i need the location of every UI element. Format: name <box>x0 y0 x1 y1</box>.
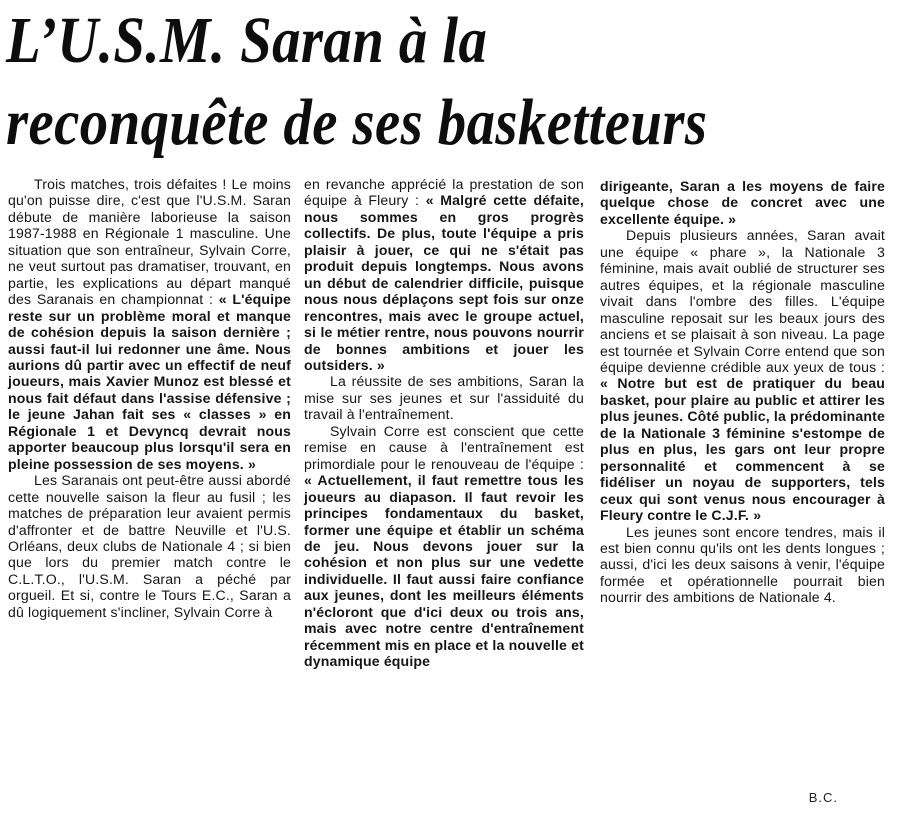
author-signature: B.C. <box>808 790 838 805</box>
quote: « Malgré cette défaite, nous sommes en gros progrès collectifs. De plus, toute l'équipe a pris plaisir à jouer, ce qui ne s'était pas produit depuis longtemps. Nous avons un début de calendrier difficile, puisque nous nous déplaçons sept fois sur onze rencontres, mais avec le groupe actuel, si le métier rentre, nous pouvons nourrir de bonnes ambitions et jouer les outsiders. » <box>304 192 584 373</box>
paragraph: Les Saranais ont peut-être aussi abordé cette nouvelle saison la fleur au fusil ; les matches de préparation leur avaient permis d'affronter et de battre Neuville et l'U.S. Orléans, deux clubs de Nationale 4 ; si bien que lors du premier match contre le C.L.T.O., l'U.S.M. Saran a péché par orgueil. Et si, contre le Tours E.C., Saran a dû logiquement s'incliner, Sylvain Corre à <box>8 472 291 620</box>
quote: « L'équipe reste sur un problème moral et manque de cohésion depuis la saison dernière ; aussi faut-il lui redonner une âme. Nous aurions dû partir avec un effectif de neuf joueurs, mais Xavier Munoz est blessé et nous fait défaut dans l'assise défensive ; le jeune Jahan fait ses « classes » en Régionale 1 et Devyncq devrait nous apporter beaucoup plus lorsqu'il sera en pleine possession de ses moyens. » <box>8 291 291 472</box>
article-column-3 <box>600 178 885 606</box>
quote: dirigeante, Saran a les moyens de faire quelque chose de concret avec une excellente équipe. » <box>600 178 885 227</box>
paragraph: La réussite de ses ambitions, Saran la mise sur ses jeunes et sur l'assiduité du travail à l'entraînement. <box>304 373 584 423</box>
quote: « Notre but est de pratiquer du beau basket, pour plaire au public et attirer les plus jeunes. Côté public, la prédominante de la Nationale 3 féminine s'estompe de plus en plus, les gars ont leur propre personnalité et commencent à se fidéliser un noyau de supporters, tels ceux qui sont venus nous encourager à Fleury contre le C.J.F. » <box>600 375 885 524</box>
headline-line-1: L’U.S.M. Saran à la <box>6 4 488 77</box>
paragraph: en revanche apprécié la prestation de son équipe à Fleury : « Malgré cette défaite, nous sommes en gros progrès collectifs. De plus, toute l'équipe a pris plaisir à jouer, ce qui ne s'était pas produit depuis longtemps. Nous avons un début de calendrier difficile, puisque nous nous déplaçons sept fois sur onze rencontres, mais avec le groupe actuel, si le métier rentre, nous pouvons nourrir de bonnes ambitions et jouer les outsiders. » <box>304 176 584 373</box>
article-column-2 <box>304 176 584 670</box>
headline-line-2: reconquête de ses basketteurs <box>6 86 708 159</box>
paragraph: Sylvain Corre est conscient que cette remise en cause à l'entraînement est primordiale pour le renouveau de l'équipe : « Actuellement, il faut remettre tous les joueurs au diapason. Il faut revoir les principes fondamentaux du basket, former une équipe et établir un schéma de jeu. Nous devons jouer sur la cohésion et non plus sur une vedette individuelle. Il faut aussi faire confiance aux jeunes, dont les meilleurs éléments n'écloront que d'ici deux ou trois ans, mais avec notre centre d'entraînement récemment mis en place et la nouvelle et dynamique équipe <box>304 422 584 670</box>
paragraph: Depuis plusieurs années, Saran avait une équipe « phare », la Nationale 3 féminine, mais avait oublié de structurer ses autres équipes, et la régionale masculine vivait dans l'ombre des filles. L'équipe masculine reposait sur les beaux jours des anciens et se plaisait à son niveau. La page est tournée et Sylvain Corre entend que son équipe devienne crédible aux yeux de tous : « Notre but est de pratiquer du beau basket, pour plaire au public et attirer les plus jeunes. Côté public, la prédominante de la Nationale 3 féminine s'estompe de plus en plus, les gars ont leur propre personnalité et commencent à se fidéliser un noyau de supporters, tels ceux qui sont venus nous encourager à Fleury contre le C.J.F. » <box>600 227 885 524</box>
quote: « Actuellement, il faut remettre tous les joueurs au diapason. Il faut revoir les principes fondamentaux du basket, former une équipe et établir un schéma de jeu. Nous devons jouer sur la cohésion et non plus sur une vedette individuelle. Il faut aussi faire confiance aux jeunes, dont les meilleurs éléments n'écloront que d'ici deux ou trois ans, mais avec notre centre d'entraînement récemment mis en place et la nouvelle et dynamique équipe <box>304 472 584 670</box>
paragraph <box>600 178 885 227</box>
article-headline <box>6 0 771 164</box>
paragraph: Trois matches, trois défaites ! Le moins qu'on puisse dire, c'est que l'U.S.M. Saran débute de manière laborieuse la saison 1987-1988 en Régionale 1 masculine. Une situation que son entraîneur, Sylvain Corre, ne veut surtout pas dramatiser, trouvant, en partie, les explications au départ manqué des Saranais en championnat : « L'équipe reste sur un problème moral et manque de cohésion depuis la saison dernière ; aussi faut-il lui redonner une âme. Nous aurions dû partir avec un effectif de neuf joueurs, mais Xavier Munoz est blessé et nous fait défaut dans l'assise défensive ; le jeune Jahan fait ses « classes » en Régionale 1 et Devyncq devrait nous apporter beaucoup plus lorsqu'il sera en pleine possession de ses moyens. » <box>8 176 291 472</box>
article-column-1 <box>8 176 291 620</box>
paragraph: Les jeunes sont encore tendres, mais il est bien connu qu'ils ont les dents longues ; aussi, d'ici les deux saisons à venir, l'équipe formée et opérationnelle pourrait bien nourrir des ambitions de Nationale 4. <box>600 523 885 606</box>
